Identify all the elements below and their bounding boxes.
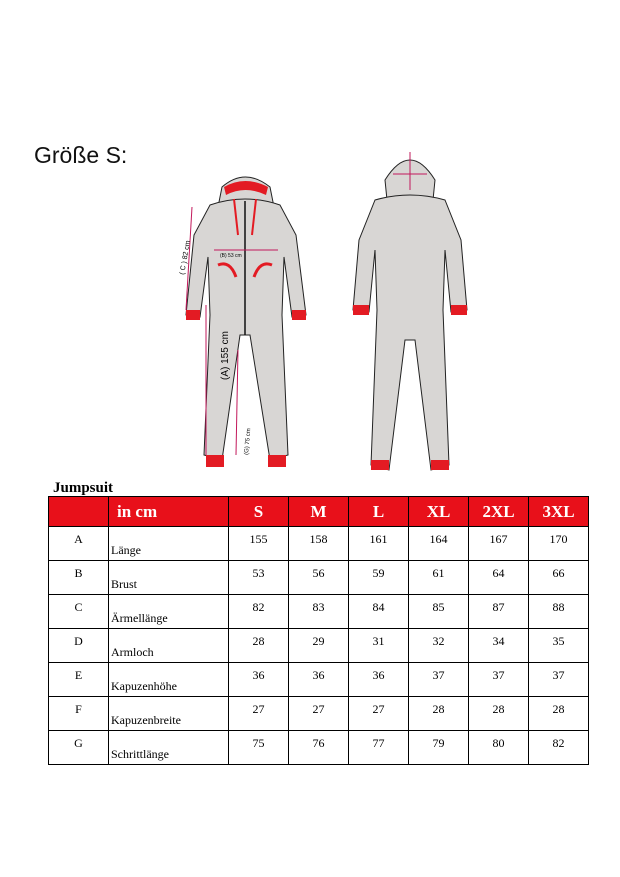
row-value: 164	[409, 527, 469, 561]
row-name: Kapuzenbreite	[109, 697, 229, 731]
row-name: Armloch	[109, 629, 229, 663]
row-name: Brust	[109, 561, 229, 595]
row-name: Schrittlänge	[109, 731, 229, 765]
header-size: L	[349, 497, 409, 527]
row-value: 36	[289, 663, 349, 697]
row-code: E	[49, 663, 109, 697]
header-code-cell	[49, 497, 109, 527]
row-value: 170	[529, 527, 589, 561]
row-value: 59	[349, 561, 409, 595]
chest-label: (B) 53 cm	[220, 253, 242, 259]
row-value: 36	[229, 663, 289, 697]
size-table	[48, 496, 589, 765]
row-code: F	[49, 697, 109, 731]
row-value: 37	[409, 663, 469, 697]
row-value: 53	[229, 561, 289, 595]
row-value: 36	[349, 663, 409, 697]
row-value: 34	[469, 629, 529, 663]
row-value: 28	[529, 697, 589, 731]
table-header-row	[49, 497, 589, 527]
row-value: 37	[469, 663, 529, 697]
header-size: 3XL	[529, 497, 589, 527]
row-value: 161	[349, 527, 409, 561]
row-value: 158	[289, 527, 349, 561]
row-value: 28	[469, 697, 529, 731]
row-value: 77	[349, 731, 409, 765]
row-value: 27	[289, 697, 349, 731]
row-code: D	[49, 629, 109, 663]
table-row	[49, 527, 589, 561]
row-name: Ärmellänge	[109, 595, 229, 629]
header-size: S	[229, 497, 289, 527]
row-value: 84	[349, 595, 409, 629]
row-code: A	[49, 527, 109, 561]
row-value: 28	[409, 697, 469, 731]
row-value: 66	[529, 561, 589, 595]
table-title: Jumpsuit	[53, 480, 114, 496]
row-code: C	[49, 595, 109, 629]
row-value: 31	[349, 629, 409, 663]
sleeve-label: ( C ) 82 cm	[179, 240, 192, 276]
jumpsuit-back-illustration	[345, 140, 475, 475]
row-value: 35	[529, 629, 589, 663]
table-row	[49, 697, 589, 731]
row-value: 76	[289, 731, 349, 765]
row-value: 82	[229, 595, 289, 629]
header-size: 2XL	[469, 497, 529, 527]
row-value: 61	[409, 561, 469, 595]
row-value: 79	[409, 731, 469, 765]
row-value: 32	[409, 629, 469, 663]
row-value: 88	[529, 595, 589, 629]
row-value: 27	[349, 697, 409, 731]
row-value: 56	[289, 561, 349, 595]
header-size: M	[289, 497, 349, 527]
row-value: 82	[529, 731, 589, 765]
row-code: B	[49, 561, 109, 595]
size-heading: Größe S:	[34, 142, 128, 168]
table-row	[49, 731, 589, 765]
row-value: 28	[229, 629, 289, 663]
table-row	[49, 629, 589, 663]
table-row	[49, 595, 589, 629]
row-value: 37	[529, 663, 589, 697]
row-value: 167	[469, 527, 529, 561]
row-value: 27	[229, 697, 289, 731]
row-value: 87	[469, 595, 529, 629]
header-unit: in cm	[109, 497, 229, 527]
header-size: XL	[409, 497, 469, 527]
length-label: (A) 155 cm	[220, 331, 231, 380]
row-name: Länge	[109, 527, 229, 561]
row-value: 155	[229, 527, 289, 561]
table-row	[49, 663, 589, 697]
row-value: 83	[289, 595, 349, 629]
jumpsuit-front-illustration	[170, 165, 320, 475]
table-row	[49, 561, 589, 595]
row-name: Kapuzenhöhe	[109, 663, 229, 697]
row-value: 80	[469, 731, 529, 765]
row-value: 29	[289, 629, 349, 663]
row-value: 75	[229, 731, 289, 765]
row-value: 64	[469, 561, 529, 595]
row-value: 85	[409, 595, 469, 629]
inseam-label: (G) 75 cm	[244, 428, 253, 456]
row-code: G	[49, 731, 109, 765]
table-body	[49, 527, 589, 765]
